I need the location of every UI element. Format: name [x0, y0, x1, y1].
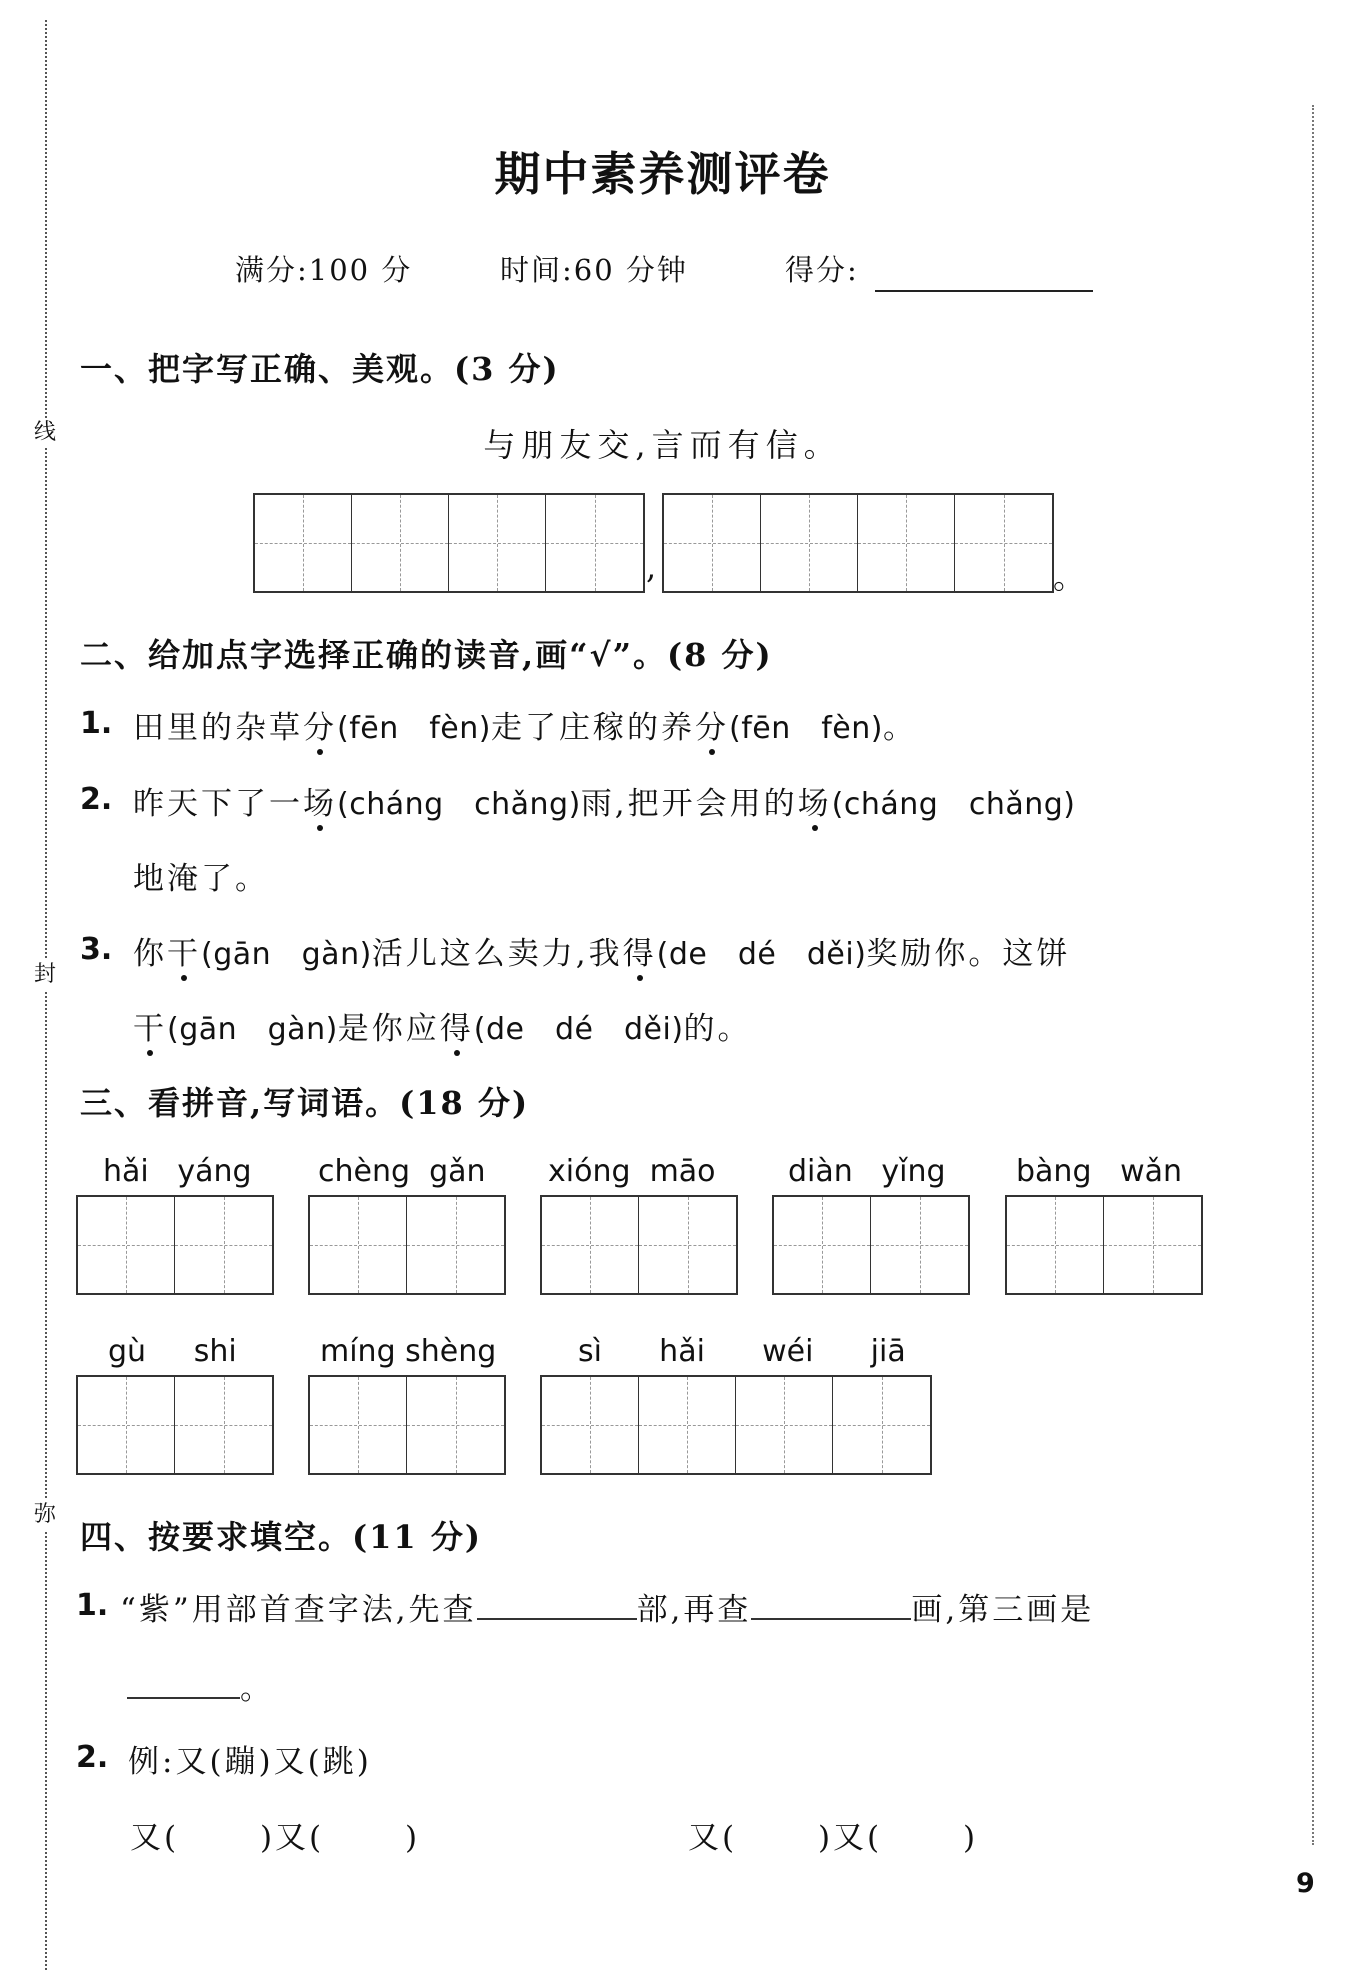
- grid-cell[interactable]: [255, 495, 352, 591]
- grid-cell[interactable]: [449, 495, 546, 591]
- right-margin-line: [1312, 105, 1314, 1845]
- q4-1-text-cont: [127, 1663, 274, 1708]
- page-number: 9: [1296, 1868, 1315, 1899]
- grid-cell[interactable]: [542, 1197, 639, 1293]
- word-grid[interactable]: [540, 1195, 738, 1295]
- q2-3-part: 奖励你。这饼: [866, 936, 1071, 972]
- dotted-char: 场: [798, 778, 832, 823]
- q2-3-part: 活儿这么卖力,我: [371, 936, 623, 972]
- section-2-heading: 二、给加点字选择正确的读音,画“√”。(8 分): [80, 636, 773, 674]
- q2-1-number: 1.: [80, 706, 113, 741]
- grid-cell[interactable]: [639, 1197, 736, 1293]
- binding-char-xian: 线: [30, 418, 60, 448]
- full-marks: 满分:100 分: [235, 253, 413, 287]
- pinyin-choice[interactable]: (fēn fèn): [728, 711, 883, 746]
- dotted-char: 干: [133, 1003, 167, 1048]
- pinyin-choice[interactable]: (de dé děi): [473, 1012, 684, 1047]
- dotted-char: 分: [695, 702, 729, 747]
- answer-blank[interactable]: [127, 1697, 240, 1699]
- grid-cell[interactable]: [407, 1197, 504, 1293]
- grid-cell[interactable]: [1007, 1197, 1104, 1293]
- grid-cell[interactable]: [736, 1377, 833, 1473]
- grid-sentence-part2[interactable]: [662, 493, 1054, 593]
- pinyin-choice[interactable]: (fēn fèn): [337, 711, 491, 746]
- pinyin-label: xióng māo: [548, 1154, 716, 1189]
- q2-2-part: 昨天下了一: [133, 786, 303, 822]
- q4-2-pattern-a[interactable]: 又( )又( ): [130, 1820, 421, 1856]
- pinyin-choice[interactable]: (cháng chǎng): [337, 787, 581, 822]
- copy-sentence: 与朋友交,言而有信。: [483, 426, 842, 464]
- grid-cell[interactable]: [78, 1377, 175, 1473]
- pinyin-label: chèng gǎn: [318, 1154, 486, 1189]
- grid-cell[interactable]: [639, 1377, 736, 1473]
- binding-char-feng: 封: [30, 960, 60, 990]
- word-grid[interactable]: [308, 1195, 506, 1295]
- pinyin-choice[interactable]: (de dé děi): [656, 937, 867, 972]
- answer-blank[interactable]: [751, 1618, 911, 1620]
- q2-3-part: 的。: [683, 1011, 752, 1047]
- grid-cell[interactable]: [310, 1197, 407, 1293]
- grid-cell[interactable]: [858, 495, 955, 591]
- dotted-char: 干: [167, 928, 201, 973]
- dotted-char: 分: [303, 702, 337, 747]
- q4-2-pattern-b[interactable]: 又( )又( ): [688, 1820, 979, 1856]
- time-limit: 时间:60 分钟: [500, 253, 688, 287]
- grid-cell[interactable]: [78, 1197, 175, 1293]
- pinyin-choice[interactable]: (gān gàn): [167, 1012, 338, 1047]
- grid-cell[interactable]: [871, 1197, 968, 1293]
- section-3-heading: 三、看拼音,写词语。(18 分): [80, 1084, 530, 1122]
- word-grid[interactable]: [76, 1375, 274, 1475]
- q2-1-text: [133, 702, 917, 747]
- binding-char-mi: 弥: [30, 1500, 60, 1530]
- q4-1-part: 部,再查: [636, 1592, 752, 1628]
- binding-margin-line: [45, 20, 47, 1970]
- q4-1-number: 1.: [76, 1588, 109, 1623]
- section-1-heading: 一、把字写正确、美观。(3 分): [80, 350, 560, 388]
- q2-3-text: [133, 928, 1070, 973]
- q2-1-part: 。: [882, 710, 917, 746]
- answer-blank[interactable]: [477, 1618, 637, 1620]
- pinyin-label: diàn yǐng: [788, 1154, 946, 1189]
- pinyin-label: míng shèng: [320, 1334, 497, 1369]
- word-grid[interactable]: [308, 1375, 506, 1475]
- q2-3-part: 你: [133, 936, 167, 972]
- grid-cell[interactable]: [542, 1377, 639, 1473]
- dotted-char: 得: [440, 1003, 474, 1048]
- grid-cell[interactable]: [407, 1377, 504, 1473]
- dotted-char: 得: [623, 928, 657, 973]
- grid-period: 。: [1053, 558, 1086, 596]
- q2-2-part: 雨,把开会用的: [580, 786, 798, 822]
- grid-cell[interactable]: [761, 495, 858, 591]
- q4-1-part: 。: [240, 1671, 274, 1707]
- section-4-heading: 四、按要求填空。(11 分): [80, 1518, 482, 1556]
- pinyin-label: sì hǎi wéi jiā: [578, 1334, 906, 1369]
- score-label: 得分:: [785, 253, 859, 287]
- q2-3-text-cont: [133, 1003, 752, 1048]
- q2-2-text: [133, 778, 1075, 823]
- q4-2-number: 2.: [76, 1740, 109, 1775]
- q2-2-number: 2.: [80, 782, 113, 817]
- grid-cell[interactable]: [310, 1377, 407, 1473]
- grid-cell[interactable]: [175, 1377, 272, 1473]
- pinyin-label: bàng wǎn: [1016, 1154, 1183, 1189]
- pinyin-label: hǎi yáng: [103, 1154, 252, 1189]
- grid-cell[interactable]: [774, 1197, 871, 1293]
- grid-cell[interactable]: [175, 1197, 272, 1293]
- grid-cell[interactable]: [546, 495, 643, 591]
- q4-1-part: “紫”用部首查字法,先查: [120, 1592, 477, 1628]
- grid-comma: ,: [646, 548, 657, 586]
- dotted-char: 场: [303, 778, 337, 823]
- word-grid[interactable]: [1005, 1195, 1203, 1295]
- grid-cell[interactable]: [955, 495, 1052, 591]
- word-grid[interactable]: [540, 1375, 932, 1475]
- pinyin-choice[interactable]: (cháng chǎng): [831, 787, 1076, 822]
- q4-1-text: [120, 1584, 1094, 1629]
- q2-3-number: 3.: [80, 932, 113, 967]
- grid-cell[interactable]: [1104, 1197, 1201, 1293]
- grid-sentence-part1[interactable]: [253, 493, 645, 593]
- word-grid[interactable]: [76, 1195, 274, 1295]
- word-grid[interactable]: [772, 1195, 970, 1295]
- q2-1-part: 田里的杂草: [133, 710, 303, 746]
- grid-cell[interactable]: [664, 495, 761, 591]
- pinyin-label: gù shi: [108, 1334, 237, 1369]
- q2-3-part: 是你应: [337, 1011, 440, 1047]
- score-blank[interactable]: [875, 290, 1093, 292]
- page-title: 期中素养测评卷: [494, 147, 831, 201]
- pinyin-choice[interactable]: (gān gàn): [201, 937, 372, 972]
- grid-cell[interactable]: [352, 495, 449, 591]
- q2-2-text-cont: 地淹了。: [133, 861, 269, 897]
- grid-cell[interactable]: [833, 1377, 930, 1473]
- q2-1-part: 走了庄稼的养: [490, 710, 695, 746]
- q4-2-example: 例:又(蹦)又(跳): [128, 1744, 372, 1780]
- q4-1-part: 画,第三画是: [911, 1592, 1095, 1628]
